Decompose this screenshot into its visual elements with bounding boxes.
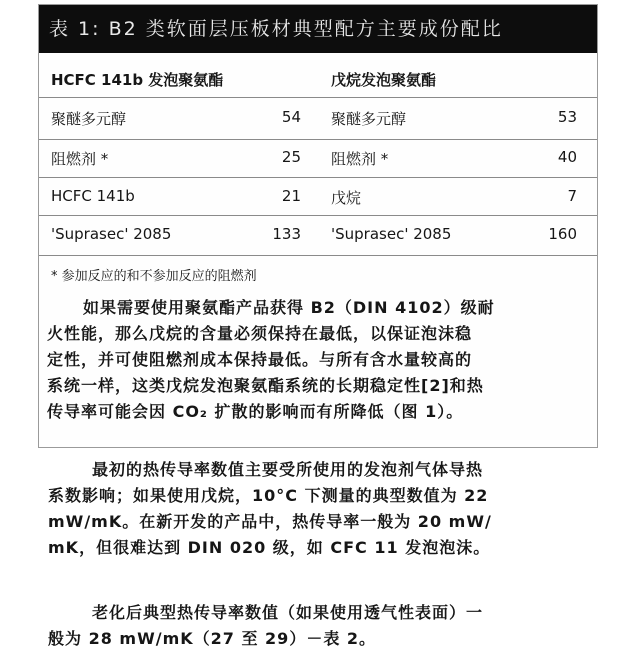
paragraph-line: mW/mK。在新开发的产品中，热传导率一般为 20 mW/	[48, 512, 492, 531]
column-header-hcfc: HCFC 141b 发泡聚氨酯	[51, 71, 224, 89]
cell-left-value: 133	[272, 225, 301, 243]
row-divider	[39, 177, 597, 178]
paragraph-initial-conductivity	[48, 457, 492, 561]
cell-right-name: 聚醚多元醇	[331, 110, 407, 128]
paragraph-line: 定性，并可使阻燃剂成本保持最低。与所有含水量较高的	[47, 350, 473, 369]
paragraph-line: 如果需要使用聚氨酯产品获得 B2（DIN 4102）级耐	[83, 298, 495, 317]
row-divider	[39, 97, 597, 98]
cell-right-name: 戊烷	[331, 189, 362, 207]
row-divider	[39, 255, 597, 256]
cell-right-value: 160	[548, 225, 577, 243]
paragraph-line: 系统一样，这类戊烷发泡聚氨酯系统的长期稳定性[2]和热	[47, 376, 484, 395]
cell-left-name: 阻燃剂 *	[51, 150, 109, 168]
paragraph-line: 系数影响；如果使用戊烷，10°C 下测量的典型数值为 22	[48, 486, 489, 505]
paragraph-line: 传导率可能会因 CO₂ 扩散的影响而有所降低（图 1）。	[47, 402, 464, 421]
paragraph-line: 最初的热传导率数值主要受所使用的发泡剂气体导热	[92, 460, 484, 479]
table-title: 表 1: B2 类软面层压板材典型配方主要成份配比	[39, 5, 597, 53]
cell-right-name: 'Suprasec' 2085	[331, 225, 452, 243]
cell-right-value: 53	[557, 108, 577, 126]
cell-left-name: 'Suprasec' 2085	[51, 225, 172, 243]
cell-left-value: 25	[281, 148, 301, 166]
cell-right-name: 阻燃剂 *	[331, 150, 389, 168]
table-panel	[38, 4, 598, 448]
cell-left-name: 聚醚多元醇	[51, 110, 127, 128]
paragraph-line: 老化后典型热传导率数值（如果使用透气性表面）一	[92, 603, 484, 622]
row-divider	[39, 139, 597, 140]
paragraph-line: mK，但很难达到 DIN 020 级，如 CFC 11 发泡泡沫。	[48, 538, 491, 557]
paragraph-pentane-content	[47, 295, 495, 425]
cell-right-value: 40	[557, 148, 577, 166]
row-divider	[39, 215, 597, 216]
paragraph-line: 火性能，那么戊烷的含量必须保持在最低，以保证泡沫稳	[47, 324, 473, 343]
paragraph-line: 般为 28 mW/mK（27 至 29）－表 2。	[48, 629, 377, 648]
cell-right-value: 7	[567, 187, 577, 205]
table-footnote: * 参加反应的和不参加反应的阻燃剂	[51, 269, 257, 284]
column-header-pentane: 戊烷发泡聚氨酯	[331, 71, 437, 89]
paragraph-aged-conductivity	[48, 600, 483, 652]
cell-left-value: 21	[281, 187, 301, 205]
cell-left-value: 54	[281, 108, 301, 126]
cell-left-name: HCFC 141b	[51, 187, 135, 205]
